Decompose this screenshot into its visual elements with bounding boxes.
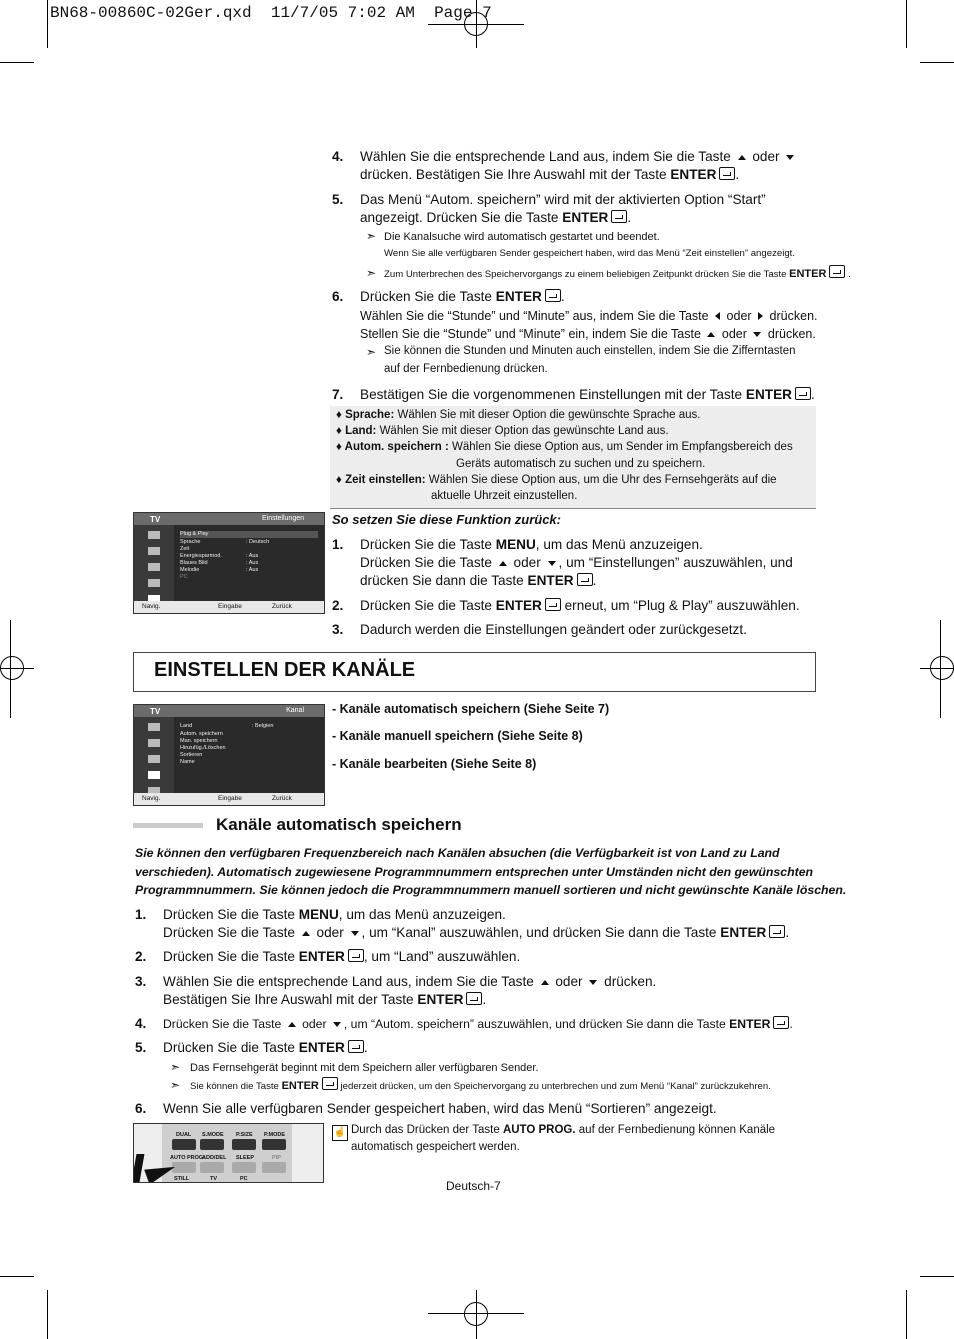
arrow-down-icon xyxy=(333,1022,341,1027)
subheading: Kanäle automatisch speichern xyxy=(216,815,462,834)
enter-icon xyxy=(545,289,561,302)
enter-icon xyxy=(719,167,735,180)
link-auto[interactable]: - Kanäle automatisch speichern (Siehe Seite 7) xyxy=(332,702,610,716)
hand-icon: ☝ xyxy=(332,1125,348,1141)
link-manual[interactable]: - Kanäle manuell speichern (Siehe Seite 8) xyxy=(332,729,583,743)
tv-menu-channel: TV Kanal Land : Belgien Autom. speichern Man. speichern Hinzufüg./Löschen Sortieren Name Navig. Eingabe Zurück xyxy=(133,704,325,806)
page-footer: Deutsch-7 xyxy=(446,1179,501,1193)
arrow-up-icon xyxy=(499,561,507,566)
note: Wenn Sie alle verfügbaren Sender gespeichert haben, wird das Menü “Zeit einstellen” angezeigt. xyxy=(384,248,795,259)
arrow-down-icon xyxy=(589,980,597,985)
enter-icon xyxy=(322,1077,338,1090)
tip: automatisch gespeichert werden. xyxy=(351,1141,520,1153)
note-arrow-icon: ➣ xyxy=(170,1060,181,1074)
section-title-box xyxy=(133,652,816,692)
arrow-down-icon xyxy=(753,332,761,337)
note: Das Fernsehgerät beginnt mit dem Speichern aller verfügbaren Sender. xyxy=(190,1062,539,1074)
step-6-detail-b: Stellen Sie die “Stunde” und “Minute” ein, indem Sie die Taste oder drücken. xyxy=(360,327,816,341)
intro-text: Sie können den verfügbaren Frequenzbereich nach Kanälen absuchen (die Verfügbarkeit ist von Land zu Land verschieden). Automatisch zugewiesene Programmnummern entsprechen unter Umständen nicht den gewünschten Programmnummern. Sie können jedoch die Programmnummern manuell sortieren und nicht gewünschte Kanäle löschen. xyxy=(135,846,847,897)
note: Zum Unterbrechen des Speichervorgangs zu einem beliebigen Zeitpunkt drücken Sie die Taste ENTER . xyxy=(384,265,851,280)
tip: Durch das Drücken der Taste AUTO PROG. auf der Fernbedienung können Kanäle xyxy=(351,1124,776,1136)
print-header: BN68-00860C-02Ger.qxd 11/7/05 7:02 AM Page 7 xyxy=(50,4,492,22)
enter-icon xyxy=(466,992,482,1005)
tv-menu-settings: TV Einstellungen Plug & Play Sprache : Deutsch Zeit Energiesparmod. : Aus Blaues Bild : Aus Melodie : Aus PC Navig. Eingabe Zurück xyxy=(133,512,325,614)
note: Sie können die Taste ENTER jederzeit drücken, um den Speichervorgang zu unterbrechen und zum Menü “Kanal” zurückzukehren. xyxy=(190,1077,771,1092)
arrow-left-icon xyxy=(715,312,720,320)
arrow-up-icon xyxy=(302,931,310,936)
arrow-up-icon xyxy=(288,1022,296,1027)
enter-icon xyxy=(829,265,845,278)
arrow-right-icon xyxy=(758,312,763,320)
arrow-up-icon xyxy=(707,332,715,337)
link-edit[interactable]: - Kanäle bearbeiten (Siehe Seite 8) xyxy=(332,757,537,771)
arrow-up-icon xyxy=(738,155,746,160)
arrow-up-icon xyxy=(541,980,549,985)
note: auf der Fernbedienung drücken. xyxy=(384,363,548,375)
remote-illustration: DUAL S.MODE P.SIZE P.MODE AUTO PROG. ADD/DEL SLEEP PIP STILL TV PC xyxy=(133,1123,324,1183)
enter-icon xyxy=(611,210,627,223)
subheading-bar xyxy=(133,823,203,828)
reset-heading: So setzen Sie diese Funktion zurück: xyxy=(332,512,561,527)
arrow-down-icon xyxy=(548,561,556,566)
arrow-down-icon xyxy=(786,155,794,160)
enter-icon xyxy=(773,1016,789,1029)
arrow-down-icon xyxy=(351,931,359,936)
info-box: ♦ Sprache: Wählen Sie mit dieser Option die gewünschte Sprache aus. ♦ Land: Wählen Sie mit dieser Option das gewünschte Land aus. ♦ Autom. speichern : Wählen Sie diese Option aus, um Sender im Empfangsbereich des Geräts automatisch zu suchen und zu speichern. ♦ Zeit einstellen: Wählen Sie diese Option aus, um die Uhr des Fernsehgeräts auf die aktuelle Uhrzeit einzustellen. xyxy=(330,406,816,509)
note: Die Kanalsuche wird automatisch gestartet und beendet. xyxy=(384,231,660,243)
enter-icon xyxy=(769,925,785,938)
note-arrow-icon: ➣ xyxy=(366,229,377,243)
note-arrow-icon: ➣ xyxy=(366,266,377,280)
section-title: EINSTELLEN DER KANÄLE xyxy=(154,659,416,681)
step-6-detail-a: Wählen Sie die “Stunde” und “Minute” aus, indem Sie die Taste oder drücken. xyxy=(360,309,818,323)
note-arrow-icon: ➣ xyxy=(366,345,377,359)
enter-icon xyxy=(348,949,364,962)
note: Sie können die Stunden und Minuten auch einstellen, indem Sie die Zifferntasten xyxy=(384,345,796,357)
note-arrow-icon: ➣ xyxy=(170,1078,181,1092)
enter-icon xyxy=(545,598,561,611)
enter-icon xyxy=(577,573,593,586)
enter-icon xyxy=(348,1040,364,1053)
enter-icon xyxy=(795,387,811,400)
